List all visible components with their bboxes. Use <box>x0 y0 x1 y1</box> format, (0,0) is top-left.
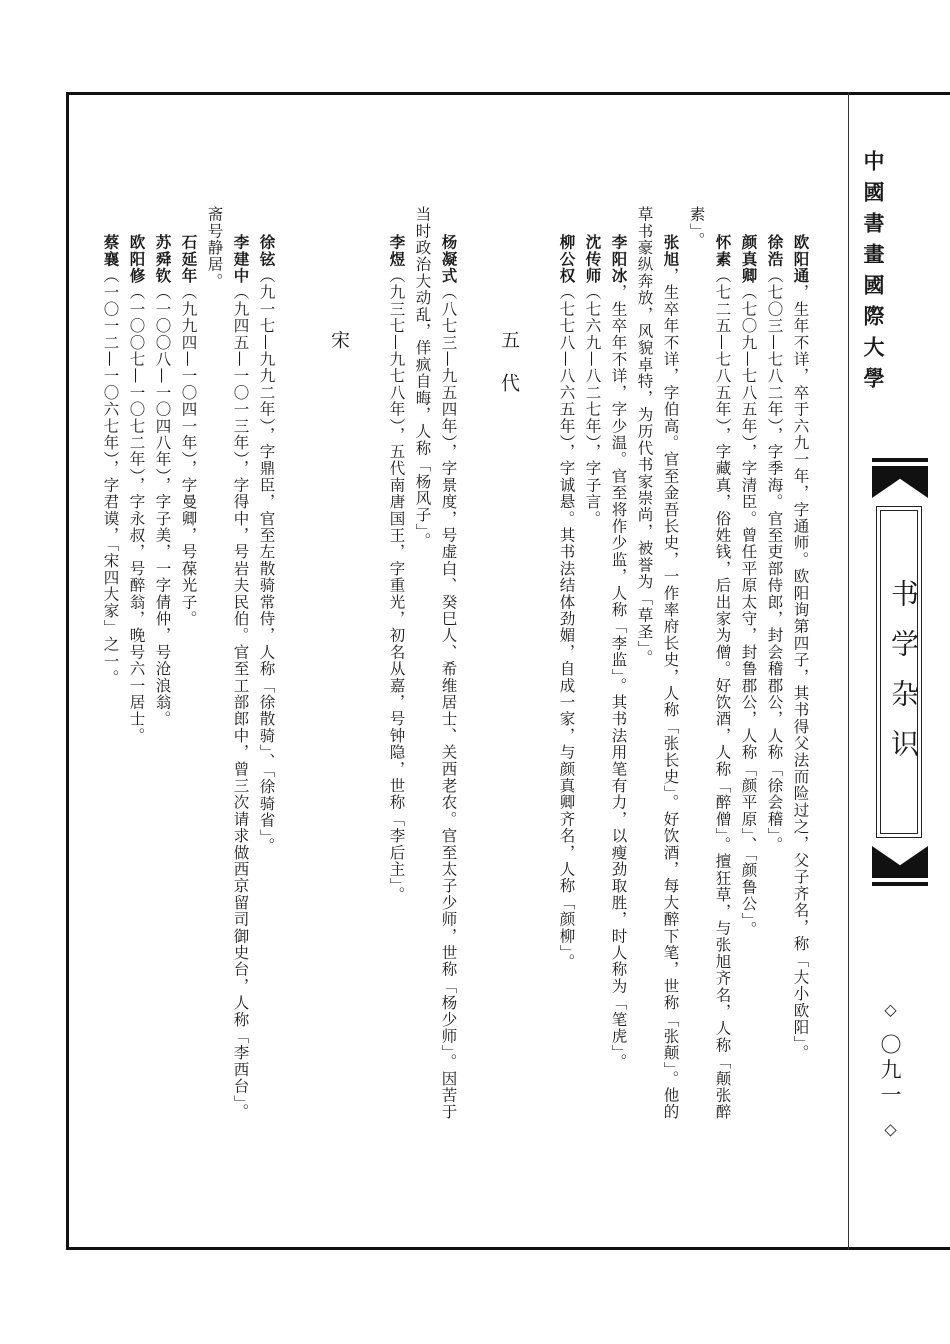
page-frame <box>66 92 950 1250</box>
page-number <box>865 1000 905 1142</box>
entry-text: 当时政治大动乱，佯疯自晦，人称「杨风子」。 <box>413 206 432 549</box>
entry-li-jianzhong-cont <box>206 206 222 290</box>
entry-zhang-xu <box>662 234 679 1120</box>
entry-name: 颜真卿 <box>739 234 759 285</box>
entry-text: ，生卒年不详，字少温。官至将作少监，人称「李监」。其书法用笔有力，以瘦劲取胜，时人称为「笔虎」。 <box>609 284 628 1071</box>
book-title <box>877 579 923 779</box>
entry-text: （七〇三—七八二年），字季海。官至吏部侍郎，封会稽郡公，人称「徐会稽」。 <box>765 267 784 854</box>
margin-divider <box>848 92 849 1250</box>
entry-ouyang-xiu <box>128 234 145 744</box>
entry-text: 斋号静居。 <box>205 206 224 290</box>
book-title-block <box>868 458 928 886</box>
entry-huai-su <box>714 234 731 1120</box>
section-heading-five-dynasties: 五代 <box>498 330 520 416</box>
entry-name: 苏舜钦 <box>153 234 173 285</box>
title-box <box>876 506 922 838</box>
entry-huai-su-cont <box>688 206 704 248</box>
entry-name: 蔡襄 <box>101 234 121 268</box>
entry-text: ，生年不详，卒于六九一年，字通师。欧阳询第四子，其书得父法而险过之，父子齐名，称「大小欧阳」。 <box>791 284 810 1062</box>
page-number-text: 〇九一 <box>878 1033 902 1109</box>
book-title-char: 杂 <box>887 679 920 729</box>
entry-li-yangbing <box>610 234 627 1070</box>
entry-shen-chuanshi <box>584 234 601 527</box>
entry-name: 李阳冰 <box>609 234 629 285</box>
diamond-icon: ◇ <box>881 1000 900 1023</box>
entry-text: （七〇九—七八五年），字清臣。曾任平原太守，封鲁郡公，人称「颜平原」、「颜鲁公」。 <box>739 284 758 938</box>
entry-li-yu <box>388 234 405 903</box>
section-heading-song: 宋 <box>328 330 350 373</box>
entry-yang-ningshi <box>440 234 457 1120</box>
entry-name: 徐铉 <box>257 234 277 268</box>
entry-yang-ningshi-cont <box>414 206 430 549</box>
entry-name: 李建中 <box>231 234 251 285</box>
entry-li-jianzhong <box>232 234 249 1120</box>
diamond-icon: ◇ <box>881 1119 900 1143</box>
entry-shi-yannian <box>180 234 197 627</box>
entry-cai-xiang <box>102 234 119 686</box>
entry-name: 石延年 <box>179 234 199 285</box>
entry-text: ，生卒年不详，字伯高。官至金吾长史，一作率府长史，人称「张长史」。好饮酒，每大醉下笔，世称「张颠」。他的 <box>661 267 680 1121</box>
entry-name: 徐浩 <box>765 234 785 268</box>
entry-name: 欧阳通 <box>791 234 811 285</box>
entry-text: （一〇〇七—一〇七二年），字永叔，号醉翁，晚号六一居士。 <box>127 284 146 744</box>
entry-yan-zhenqing <box>740 234 757 938</box>
title-bottom-cap <box>872 846 928 878</box>
entry-text: （一〇一二—一〇六七年），字君谟，「宋四大家」之一。 <box>101 267 120 687</box>
entry-text: 素」。 <box>687 206 706 249</box>
entry-name: 张旭 <box>661 234 681 268</box>
entry-name: 柳公权 <box>557 234 577 285</box>
book-title-char: 识 <box>887 729 920 779</box>
university-name: 中國書畫國際大學 <box>861 150 886 398</box>
entry-liu-gongquan <box>558 234 575 970</box>
entry-name: 杨凝式 <box>439 234 459 285</box>
entry-text: 草书豪纵奔放，风貌卓特，为历代书家崇尚，被誉为「草圣」。 <box>635 206 654 666</box>
entry-text: （七六九—八二七年），字子言。 <box>583 284 602 527</box>
entry-zhang-xu-cont <box>636 206 652 666</box>
entry-text: （七二五—七八五年），字藏真，俗姓钱，后出家为僧。好饮酒，人称「醉僧」。擅狂草，与张旭齐名，人称「颠张醉 <box>713 267 732 1121</box>
title-top-cap <box>872 466 928 498</box>
entry-text: （九九四—一〇四一年），字曼卿，号葆光子。 <box>179 284 198 628</box>
entry-name: 沈传师 <box>583 234 603 285</box>
entry-name: 李煜 <box>387 234 407 268</box>
book-title-char: 学 <box>887 629 920 679</box>
entry-name: 欧阳修 <box>127 234 147 285</box>
entry-ouyang-tong <box>792 234 809 1061</box>
entry-text: （九一七—九九二年），字鼎臣，官至左散骑常侍，人称「徐散骑」、「徐骑省」。 <box>257 267 276 855</box>
book-title-char: 书 <box>887 579 920 629</box>
entry-xu-hao <box>766 234 783 853</box>
entry-text: （八七三—九五四年），字景度，号虚白、癸巳人、希维居士、关西老农。官至太子少师，世称「杨少师」。因苦于 <box>439 284 458 1121</box>
title-bottom-bar <box>872 882 928 886</box>
entry-su-shunqin <box>154 234 171 727</box>
entry-text: （一〇〇八—一〇四八年），字子美，一字倩仲，号沧浪翁。 <box>153 284 172 728</box>
entry-name: 怀素 <box>713 234 733 268</box>
entry-text: （九四五—一〇一三年），字得中，号岩夫民伯。官至工部郎中，曾三次请求做西京留司御史台，人称「李西台」。 <box>231 284 250 1121</box>
entry-text: （七七八—八六五年），字诚悬。其书法结体劲媚，自成一家，与颜真卿齐名，人称「颜柳」。 <box>557 284 576 971</box>
entry-text: （九三七—九七八年），五代南唐国王，字重光，初名从嘉，号钟隐，世称「李后主」。 <box>387 267 406 904</box>
title-top-bar <box>872 458 928 462</box>
entry-xu-xuan <box>258 234 275 854</box>
